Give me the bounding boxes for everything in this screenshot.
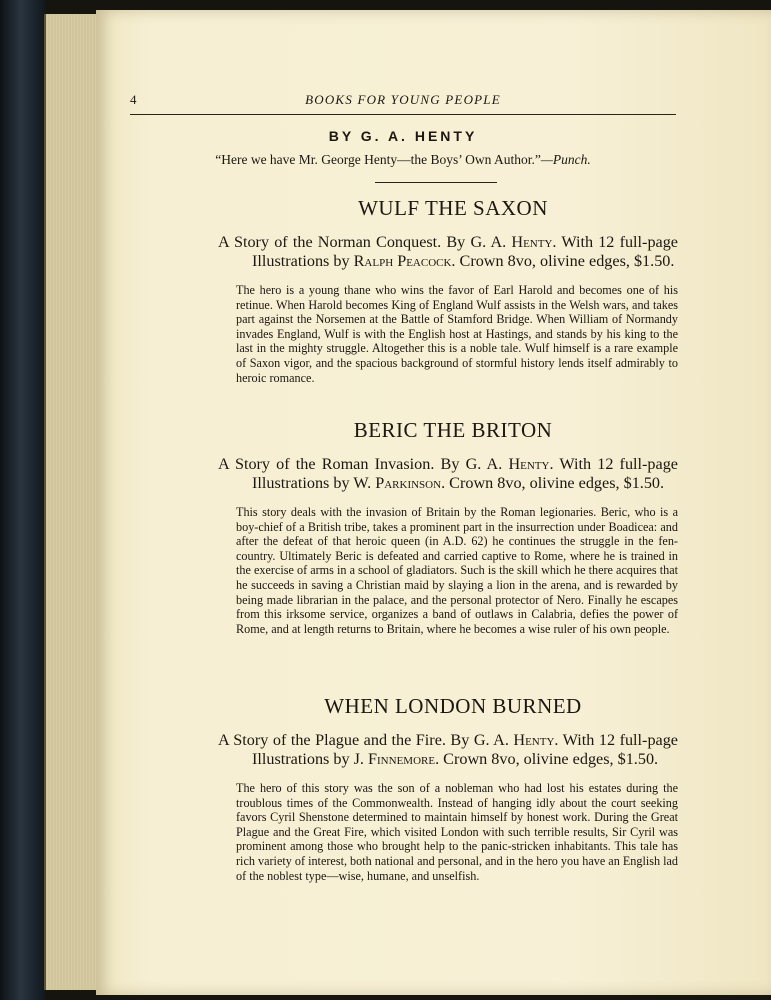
page-edges xyxy=(44,14,104,990)
page-number: 4 xyxy=(130,92,137,107)
book-title: WULF THE SAXON xyxy=(358,196,548,220)
book-spine xyxy=(0,0,46,1000)
author-quote xyxy=(130,152,676,168)
author-heading: BY G. A. HENTY xyxy=(328,128,478,144)
quote-source: —Punch. xyxy=(540,152,591,167)
book-title: WHEN LONDON BURNED xyxy=(324,694,582,718)
book-summary: The hero of this story was the son of a nobleman who had lost his estates during the troublous times of the Commonwealth. Instead of hanging idly about the court seeking favors Cyril Shenstone determined to maintain himself by honest work. During the Great Plague and the Great Fire, which visited London with such terrible results, Sir Cyril was prominent among those who brought help to the panic-stricken inhabitants. This tale has rich variety of interest, both national and personal, and in the hero you have an English lad of the noblest type—wise, humane, and unselfish. xyxy=(236,781,679,883)
book-entry xyxy=(218,694,678,883)
page-header xyxy=(130,92,676,115)
book-summary: The hero is a young thane who wins the favor of Earl Harold and becomes one of his retinue. When Harold becomes King of England Wulf assists in the Welsh wars, and takes part against the Norsemen at the Battle of Stamford Bridge. When William of Normandy invades England, Wulf is with the English host at Hastings, and stands by his king to the last in the mighty struggle. Altogether this is a noble tale. Wulf himself is a rare example of Saxon vigor, and the spacious background of stormful history lends itself admirably to heroic romance. xyxy=(236,283,678,385)
running-title: BOOKS FOR YOUNG PEOPLE xyxy=(305,92,501,107)
divider-rule xyxy=(375,182,497,183)
book-description: A Story of the Norman Conquest. By G. A. Henty. With 12 full-page Illustrations by Ralph Peacock. Crown 8vo, olivine edges, $1.50. xyxy=(218,233,678,270)
book-title: BERIC THE BRITON xyxy=(353,418,553,442)
quote-text: “Here we have Mr. George Henty—the Boys’ Own Author.” xyxy=(215,152,541,167)
book-description: A Story of the Plague and the Fire. By G. A. Henty. With 12 full-page Illustrations by J. Finnemore. Crown 8vo, olivine edges, $1.50. xyxy=(218,731,678,768)
book-summary: This story deals with the invasion of Britain by the Roman legionaries. Beric, who is a boy-chief of a British tribe, takes a prominent part in the insurrection under Boadicea: and after the defeat of that heroic queen (in A.D. 62) he continues the struggle in the fen-country. Ultimately Beric is defeated and carried captive to Rome, where he is trained in the exercise of arms in a school of gladiators. Such is the skill which he there acquires that he succeeds in saving a Christian maid by slaying a lion in the arena, and is rewarded by being made librarian in the palace, and the personal protector of Nero. Finally he escapes from this irksome service, organizes a band of outlaws in Calabria, defies the power of Rome, and at length returns to Britain, where he becomes a wise ruler of his own people. xyxy=(236,505,678,636)
book-entry xyxy=(218,418,678,636)
book-description: A Story of the Roman Invasion. By G. A. Henty. With 12 full-page Illustrations by W. Parkinson. Crown 8vo, olivine edges, $1.50. xyxy=(218,455,678,492)
book-entry xyxy=(218,196,678,385)
